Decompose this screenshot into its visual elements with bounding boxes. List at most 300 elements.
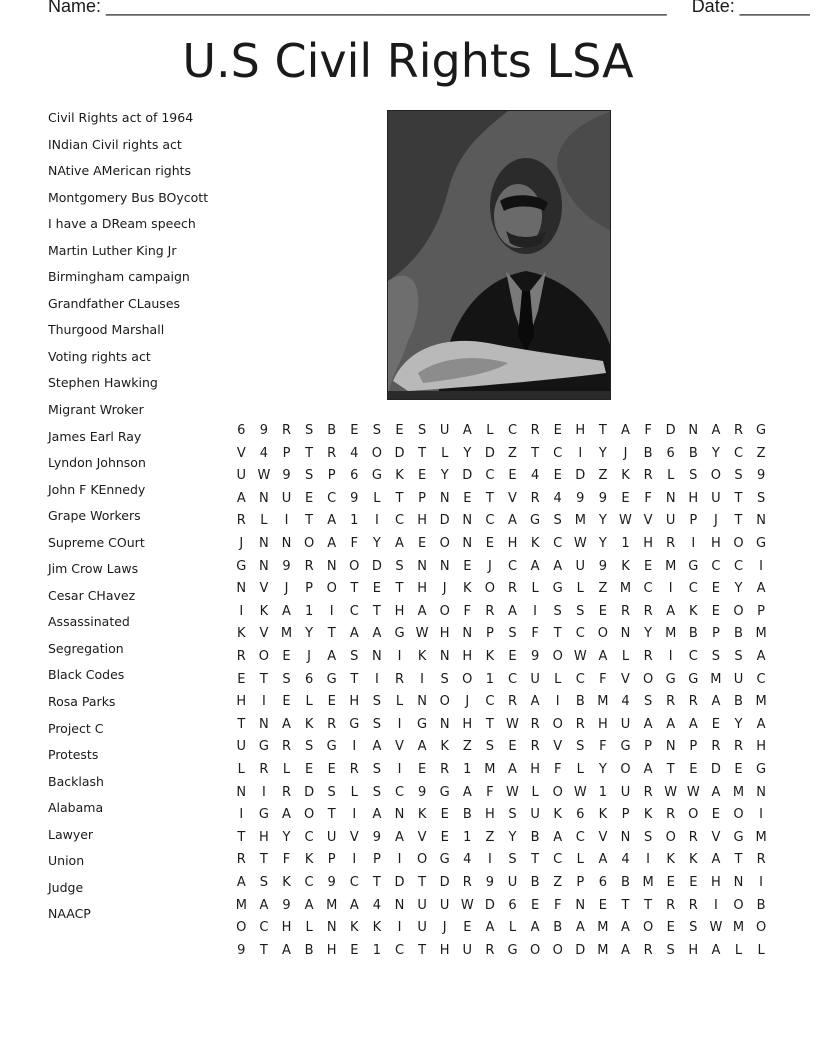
grid-letter[interactable]: A xyxy=(372,807,382,823)
grid-letter[interactable]: N xyxy=(281,536,292,551)
grid-letter[interactable]: C xyxy=(575,829,585,845)
grid-letter[interactable]: S xyxy=(304,468,314,484)
grid-letter[interactable]: G xyxy=(258,807,269,823)
grid-letter[interactable]: M xyxy=(574,513,586,529)
grid-letter[interactable]: M xyxy=(665,626,677,642)
grid-letter[interactable]: I xyxy=(352,807,357,823)
grid-letter[interactable]: V xyxy=(395,739,404,755)
grid-letter[interactable]: D xyxy=(665,423,676,438)
grid-letter[interactable]: 4 xyxy=(621,852,630,868)
grid-letter[interactable]: 9 xyxy=(282,558,291,574)
grid-letter[interactable]: I xyxy=(759,875,764,890)
grid-letter[interactable]: U xyxy=(281,490,292,506)
grid-letter[interactable]: G xyxy=(733,829,744,845)
grid-letter[interactable]: G xyxy=(756,423,767,438)
grid-letter[interactable]: L xyxy=(531,784,539,800)
grid-letter[interactable]: A xyxy=(553,829,563,845)
grid-letter[interactable]: M xyxy=(597,694,609,710)
grid-letter[interactable]: R xyxy=(236,649,246,664)
grid-letter[interactable]: Y xyxy=(508,829,517,845)
grid-letter[interactable]: L xyxy=(395,694,404,710)
grid-letter[interactable]: C xyxy=(643,581,653,597)
grid-letter[interactable]: Z xyxy=(485,829,495,845)
grid-letter[interactable]: R xyxy=(462,875,472,890)
grid-letter[interactable]: K xyxy=(621,468,630,484)
grid-letter[interactable]: E xyxy=(711,716,720,732)
grid-letter[interactable]: D xyxy=(371,558,382,574)
grid-letter[interactable]: E xyxy=(689,875,698,890)
grid-letter[interactable]: C xyxy=(485,468,495,484)
grid-letter[interactable]: P xyxy=(576,875,585,890)
grid-letter[interactable]: B xyxy=(462,807,472,823)
grid-letter[interactable]: R xyxy=(327,445,337,461)
grid-letter[interactable]: O xyxy=(642,671,654,687)
grid-letter[interactable]: R xyxy=(485,942,495,958)
grid-letter[interactable]: T xyxy=(734,490,743,506)
grid-letter[interactable]: H xyxy=(711,536,721,551)
grid-letter[interactable]: Y xyxy=(711,445,720,461)
grid-letter[interactable]: S xyxy=(485,739,495,755)
grid-letter[interactable]: O xyxy=(733,603,744,619)
grid-letter[interactable]: H xyxy=(688,490,699,506)
grid-letter[interactable]: K xyxy=(553,807,562,823)
grid-letter[interactable]: W xyxy=(619,513,632,529)
grid-letter[interactable]: C xyxy=(756,671,766,687)
grid-letter[interactable]: S xyxy=(734,649,743,664)
grid-letter[interactable]: H xyxy=(756,739,766,755)
grid-letter[interactable]: K xyxy=(621,558,630,574)
grid-letter[interactable]: C xyxy=(553,445,563,461)
grid-letter[interactable]: E xyxy=(553,468,562,484)
grid-letter[interactable]: O xyxy=(303,807,315,823)
grid-letter[interactable]: F xyxy=(553,762,562,777)
grid-letter[interactable]: C xyxy=(394,942,405,958)
grid-letter[interactable]: O xyxy=(688,807,699,823)
grid-letter[interactable]: R xyxy=(688,694,698,710)
grid-letter[interactable]: R xyxy=(620,603,630,619)
grid-letter[interactable]: C xyxy=(553,852,563,868)
grid-letter[interactable]: U xyxy=(733,671,744,687)
grid-letter[interactable]: S xyxy=(327,784,336,800)
grid-letter[interactable]: T xyxy=(418,875,427,890)
grid-letter[interactable]: Y xyxy=(598,445,607,461)
grid-letter[interactable]: S xyxy=(643,829,653,845)
grid-letter[interactable]: L xyxy=(576,581,584,597)
grid-letter[interactable]: K xyxy=(237,626,246,642)
grid-letter[interactable]: U xyxy=(417,920,427,936)
grid-letter[interactable]: P xyxy=(327,468,336,484)
grid-letter[interactable]: B xyxy=(688,626,698,642)
grid-letter[interactable]: R xyxy=(507,694,517,710)
grid-letter[interactable]: I xyxy=(691,536,696,551)
grid-letter[interactable]: A xyxy=(553,558,563,574)
grid-letter[interactable]: W xyxy=(506,784,519,800)
grid-letter[interactable]: L xyxy=(305,920,313,936)
grid-letter[interactable]: R xyxy=(394,671,404,687)
grid-letter[interactable]: S xyxy=(372,762,382,777)
grid-letter[interactable]: A xyxy=(711,784,721,800)
grid-letter[interactable]: T xyxy=(372,875,381,890)
grid-letter[interactable]: 6 xyxy=(576,807,585,823)
grid-letter[interactable]: D xyxy=(394,875,405,890)
grid-letter[interactable]: A xyxy=(349,897,359,913)
grid-letter[interactable]: W xyxy=(686,784,700,800)
grid-letter[interactable]: E xyxy=(327,694,336,710)
grid-letter[interactable]: M xyxy=(710,671,722,687)
grid-letter[interactable]: 4 xyxy=(530,468,540,484)
grid-letter[interactable]: G xyxy=(688,671,699,687)
grid-letter[interactable]: A xyxy=(621,423,630,438)
grid-letter[interactable]: R xyxy=(485,603,495,619)
grid-letter[interactable]: S xyxy=(350,649,359,664)
grid-letter[interactable]: I xyxy=(374,671,379,687)
grid-letter[interactable]: A xyxy=(462,784,472,800)
grid-letter[interactable]: O xyxy=(484,581,495,597)
grid-letter[interactable]: A xyxy=(666,603,676,619)
grid-letter[interactable]: Y xyxy=(598,536,607,551)
grid-letter[interactable]: U xyxy=(236,468,247,484)
grid-letter[interactable]: E xyxy=(621,490,630,506)
grid-letter[interactable]: O xyxy=(733,807,744,823)
grid-letter[interactable]: K xyxy=(643,807,653,823)
grid-letter[interactable]: H xyxy=(236,694,247,710)
grid-letter[interactable]: T xyxy=(418,942,427,958)
grid-letter[interactable]: E xyxy=(282,649,291,664)
grid-letter[interactable]: I xyxy=(397,920,402,936)
grid-letter[interactable]: D xyxy=(439,513,450,529)
grid-letter[interactable]: 9 xyxy=(259,423,269,438)
grid-letter[interactable]: U xyxy=(575,558,586,574)
grid-letter[interactable]: N xyxy=(733,875,744,890)
grid-letter[interactable]: 1 xyxy=(350,513,359,529)
grid-letter[interactable]: C xyxy=(688,581,698,597)
grid-letter[interactable]: E xyxy=(643,558,653,574)
grid-letter[interactable]: 1 xyxy=(304,603,314,619)
grid-letter[interactable]: E xyxy=(598,897,607,913)
grid-letter[interactable]: O xyxy=(755,920,767,936)
grid-letter[interactable]: H xyxy=(259,829,269,845)
grid-letter[interactable]: 9 xyxy=(282,897,291,913)
grid-letter[interactable]: W xyxy=(573,784,587,800)
grid-letter[interactable]: G xyxy=(439,784,450,800)
grid-letter[interactable]: 9 xyxy=(576,490,585,506)
grid-letter[interactable]: L xyxy=(486,423,494,438)
grid-letter[interactable]: T xyxy=(327,626,336,642)
grid-letter[interactable]: W xyxy=(573,536,587,551)
grid-letter[interactable]: G xyxy=(326,739,337,755)
grid-letter[interactable]: K xyxy=(350,920,359,936)
grid-letter[interactable]: 1 xyxy=(598,784,608,800)
grid-letter[interactable]: A xyxy=(282,716,291,732)
grid-letter[interactable]: P xyxy=(711,626,720,642)
grid-letter[interactable]: I xyxy=(759,807,764,823)
grid-letter[interactable]: K xyxy=(530,536,540,551)
grid-letter[interactable]: T xyxy=(305,513,314,529)
grid-letter[interactable]: T xyxy=(350,581,359,597)
grid-letter[interactable]: B xyxy=(643,445,653,461)
grid-letter[interactable]: T xyxy=(259,671,268,687)
grid-letter[interactable]: E xyxy=(372,581,381,597)
grid-letter[interactable]: H xyxy=(326,942,337,958)
grid-letter[interactable]: N xyxy=(462,626,473,642)
grid-letter[interactable]: F xyxy=(553,897,562,913)
grid-letter[interactable]: O xyxy=(416,852,428,868)
grid-letter[interactable]: R xyxy=(236,513,246,529)
grid-letter[interactable]: 9 xyxy=(282,468,291,484)
grid-letter[interactable]: G xyxy=(688,558,699,574)
grid-letter[interactable]: C xyxy=(394,784,405,800)
grid-letter[interactable]: 9 xyxy=(327,875,336,890)
grid-letter[interactable]: Z xyxy=(598,468,608,484)
grid-letter[interactable]: S xyxy=(689,468,698,484)
grid-letter[interactable]: V xyxy=(643,513,653,529)
grid-letter[interactable]: A xyxy=(395,536,404,551)
grid-letter[interactable]: W xyxy=(257,468,271,484)
grid-letter[interactable]: N xyxy=(326,920,337,936)
grid-letter[interactable]: S xyxy=(395,558,404,574)
grid-letter[interactable]: M xyxy=(235,897,247,913)
grid-letter[interactable]: H xyxy=(417,581,427,597)
grid-letter[interactable]: L xyxy=(531,581,539,597)
grid-letter[interactable]: N xyxy=(620,626,631,642)
grid-letter[interactable]: T xyxy=(485,490,494,506)
grid-letter[interactable]: N xyxy=(439,490,450,506)
grid-letter[interactable]: A xyxy=(598,852,608,868)
grid-letter[interactable]: 9 xyxy=(530,649,540,664)
grid-letter[interactable]: N xyxy=(236,784,247,800)
grid-letter[interactable]: O xyxy=(552,716,563,732)
grid-letter[interactable]: E xyxy=(350,423,359,438)
grid-letter[interactable]: A xyxy=(643,762,653,777)
grid-letter[interactable]: A xyxy=(756,716,766,732)
grid-letter[interactable]: N xyxy=(394,807,405,823)
grid-letter[interactable]: A xyxy=(508,762,517,777)
grid-letter[interactable]: P xyxy=(689,739,698,755)
grid-letter[interactable]: Y xyxy=(598,513,607,529)
grid-letter[interactable]: U xyxy=(417,897,427,913)
grid-letter[interactable]: 1 xyxy=(485,671,495,687)
grid-letter[interactable]: D xyxy=(484,897,495,913)
grid-letter[interactable]: L xyxy=(576,852,584,868)
grid-letter[interactable]: L xyxy=(373,490,381,506)
grid-letter[interactable]: Z xyxy=(553,875,563,890)
grid-letter[interactable]: M xyxy=(642,875,654,890)
grid-letter[interactable]: Y xyxy=(440,468,449,484)
grid-letter[interactable]: I xyxy=(668,581,673,597)
grid-letter[interactable]: L xyxy=(508,920,517,936)
grid-letter[interactable]: K xyxy=(485,649,495,664)
grid-letter[interactable]: F xyxy=(531,626,539,642)
grid-letter[interactable]: H xyxy=(349,694,360,710)
grid-letter[interactable]: A xyxy=(598,649,608,664)
grid-letter[interactable]: A xyxy=(417,603,427,619)
grid-letter[interactable]: N xyxy=(575,897,586,913)
grid-letter[interactable]: P xyxy=(644,739,653,755)
grid-letter[interactable]: 4 xyxy=(372,897,382,913)
grid-letter[interactable]: S xyxy=(508,852,517,868)
grid-letter[interactable]: K xyxy=(689,852,698,868)
grid-letter[interactable]: 6 xyxy=(237,423,246,438)
grid-letter[interactable]: N xyxy=(417,694,427,710)
grid-letter[interactable]: G xyxy=(349,716,360,732)
grid-letter[interactable]: D xyxy=(462,468,473,484)
grid-letter[interactable]: P xyxy=(418,490,427,506)
grid-letter[interactable]: I xyxy=(713,897,718,913)
grid-letter[interactable]: A xyxy=(327,513,337,529)
grid-letter[interactable]: T xyxy=(259,942,268,958)
grid-letter[interactable]: O xyxy=(326,581,337,597)
grid-letter[interactable]: H xyxy=(462,649,473,664)
grid-letter[interactable]: E xyxy=(417,762,427,777)
grid-letter[interactable]: R xyxy=(733,739,743,755)
grid-letter[interactable]: S xyxy=(372,694,382,710)
grid-letter[interactable]: S xyxy=(553,603,562,619)
grid-letter[interactable]: E xyxy=(440,807,449,823)
grid-letter[interactable]: D xyxy=(439,875,450,890)
grid-letter[interactable]: V xyxy=(508,490,517,506)
grid-letter[interactable]: K xyxy=(689,603,698,619)
grid-letter[interactable]: S xyxy=(734,468,743,484)
grid-letter[interactable]: I xyxy=(555,694,560,710)
grid-letter[interactable]: A xyxy=(711,852,721,868)
grid-letter[interactable]: Y xyxy=(644,626,653,642)
grid-letter[interactable]: K xyxy=(417,807,427,823)
grid-letter[interactable]: A xyxy=(236,490,246,506)
grid-letter[interactable]: A xyxy=(259,897,269,913)
grid-letter[interactable]: U xyxy=(507,875,518,890)
grid-letter[interactable]: I xyxy=(397,649,402,664)
grid-letter[interactable]: Y xyxy=(372,536,381,551)
grid-letter[interactable]: P xyxy=(757,603,766,619)
grid-letter[interactable]: F xyxy=(350,536,359,551)
grid-letter[interactable]: I xyxy=(374,513,379,529)
grid-letter[interactable]: D xyxy=(484,445,495,461)
grid-letter[interactable]: 6 xyxy=(304,671,314,687)
grid-letter[interactable]: I xyxy=(668,649,673,664)
grid-letter[interactable]: K xyxy=(463,581,472,597)
grid-letter[interactable]: A xyxy=(282,942,291,958)
grid-letter[interactable]: O xyxy=(733,536,744,551)
grid-letter[interactable]: T xyxy=(644,897,653,913)
grid-letter[interactable]: O xyxy=(552,649,563,664)
grid-letter[interactable]: A xyxy=(508,603,517,619)
grid-letter[interactable]: U xyxy=(439,423,450,438)
grid-letter[interactable]: M xyxy=(597,942,609,958)
grid-letter[interactable]: R xyxy=(304,558,314,574)
grid-letter[interactable]: G xyxy=(665,671,676,687)
grid-letter[interactable]: K xyxy=(259,603,269,619)
grid-letter[interactable]: C xyxy=(304,875,314,890)
grid-letter[interactable]: T xyxy=(237,716,246,732)
grid-letter[interactable]: 4 xyxy=(259,445,269,461)
grid-letter[interactable]: S xyxy=(643,694,653,710)
grid-letter[interactable]: G xyxy=(552,581,563,597)
grid-letter[interactable]: C xyxy=(733,558,744,574)
grid-letter[interactable]: S xyxy=(282,671,291,687)
grid-letter[interactable]: J xyxy=(284,581,289,597)
grid-letter[interactable]: C xyxy=(394,513,405,529)
grid-letter[interactable]: Z xyxy=(756,445,766,461)
grid-letter[interactable]: 4 xyxy=(553,490,562,506)
grid-letter[interactable]: V xyxy=(417,829,427,845)
grid-letter[interactable]: O xyxy=(349,558,360,574)
grid-letter[interactable]: G xyxy=(756,536,767,551)
grid-letter[interactable]: T xyxy=(553,626,562,642)
grid-letter[interactable]: U xyxy=(620,716,631,732)
grid-letter[interactable]: A xyxy=(711,942,721,958)
grid-letter[interactable]: R xyxy=(666,897,676,913)
grid-letter[interactable]: J xyxy=(307,649,312,664)
grid-letter[interactable]: N xyxy=(665,739,676,755)
grid-letter[interactable]: H xyxy=(711,875,721,890)
grid-letter[interactable]: E xyxy=(417,536,427,551)
grid-letter[interactable]: F xyxy=(644,490,652,506)
grid-letter[interactable]: S xyxy=(711,649,721,664)
grid-letter[interactable]: W xyxy=(415,626,429,642)
grid-letter[interactable]: N xyxy=(620,829,631,845)
grid-letter[interactable]: R xyxy=(259,762,269,777)
grid-letter[interactable]: E xyxy=(237,671,246,687)
grid-letter[interactable]: J xyxy=(442,920,447,936)
grid-letter[interactable]: A xyxy=(711,423,721,438)
grid-letter[interactable]: R xyxy=(666,807,676,823)
grid-letter[interactable]: E xyxy=(666,875,675,890)
grid-letter[interactable]: M xyxy=(326,897,338,913)
grid-letter[interactable]: R xyxy=(666,694,676,710)
grid-letter[interactable]: H xyxy=(688,942,699,958)
grid-letter[interactable]: S xyxy=(756,490,766,506)
grid-letter[interactable]: V xyxy=(236,445,246,461)
grid-letter[interactable]: A xyxy=(349,626,359,642)
grid-letter[interactable]: I xyxy=(239,807,244,823)
grid-letter[interactable]: B xyxy=(304,942,314,958)
grid-letter[interactable]: B xyxy=(575,694,585,710)
grid-letter[interactable]: O xyxy=(665,829,676,845)
grid-letter[interactable]: M xyxy=(755,694,767,710)
grid-letter[interactable]: M xyxy=(484,762,496,777)
grid-letter[interactable]: S xyxy=(304,739,314,755)
grid-letter[interactable]: H xyxy=(485,807,495,823)
grid-letter[interactable]: D xyxy=(575,942,586,958)
grid-letter[interactable]: J xyxy=(713,513,718,529)
grid-letter[interactable]: E xyxy=(598,603,607,619)
grid-letter[interactable]: 6 xyxy=(508,897,517,913)
date-blank-line[interactable]: _______ xyxy=(739,0,810,16)
grid-letter[interactable]: O xyxy=(439,603,450,619)
grid-letter[interactable]: R xyxy=(281,423,291,438)
grid-letter[interactable]: S xyxy=(666,942,675,958)
grid-letter[interactable]: E xyxy=(711,603,720,619)
grid-letter[interactable]: V xyxy=(259,626,269,642)
grid-letter[interactable]: C xyxy=(349,603,359,619)
grid-letter[interactable]: E xyxy=(282,694,291,710)
grid-letter[interactable]: O xyxy=(303,536,315,551)
grid-letter[interactable]: K xyxy=(417,649,427,664)
grid-letter[interactable]: I xyxy=(578,445,583,461)
grid-letter[interactable]: L xyxy=(734,942,743,958)
grid-letter[interactable]: T xyxy=(372,603,381,619)
grid-letter[interactable]: 1 xyxy=(463,829,472,845)
grid-letter[interactable]: O xyxy=(236,920,247,936)
grid-letter[interactable]: C xyxy=(507,558,518,574)
grid-letter[interactable]: R xyxy=(327,716,337,732)
grid-letter[interactable]: E xyxy=(553,423,562,438)
grid-letter[interactable]: 4 xyxy=(621,694,630,710)
grid-letter[interactable]: A xyxy=(666,716,676,732)
grid-letter[interactable]: Y xyxy=(734,581,743,597)
grid-letter[interactable]: R xyxy=(711,739,721,755)
grid-letter[interactable]: E xyxy=(711,581,720,597)
